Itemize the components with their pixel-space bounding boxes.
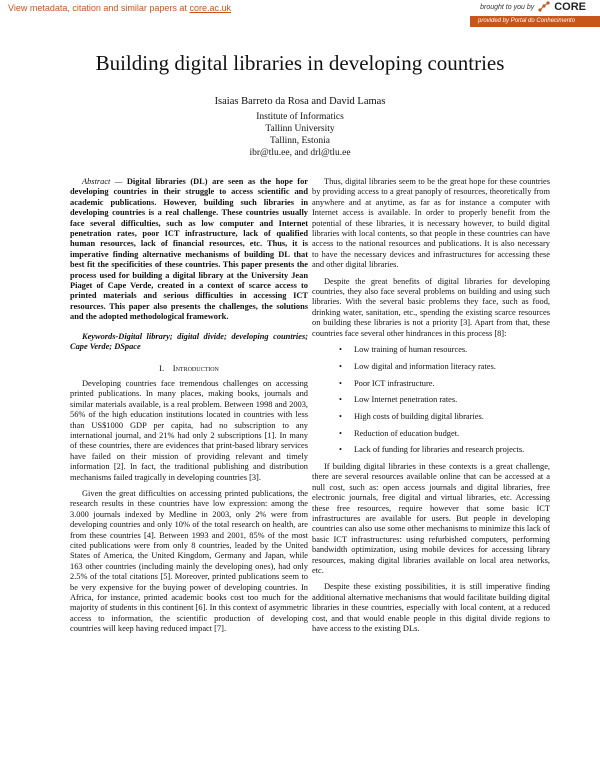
list-item: • Low training of human resources. (339, 345, 468, 355)
paper-title: Building digital libraries in developing countries (95, 51, 505, 75)
author-emails: ibr@tlu.ee, and drl@tlu.ee (249, 148, 351, 158)
body-paragraph: If building digital libraries in these contexts is a great challenge, there are several resources available online that can be accessed at a null cost, such as: open access journals and digital libraries, free electronic journals, free digital and virtual libraries, etc. Accessing these free resources, require however that some basic ICT infrastructures are available for users. But people in developing countries can also use some other mechanisms to minimize this lack of basic ICT infrastructures: using refurbished computers, performing bandwidth optimization, using mobile devices for accessing library resources, making digital libraries available on local area networks, etc. (312, 462, 550, 576)
bullet-icon: • (339, 395, 342, 405)
author-block (0, 96, 600, 159)
affiliation-line: Tallinn University (265, 124, 335, 134)
provided-by-bar[interactable]: provided by Portal do Conhecimento (470, 16, 600, 27)
list-item: • High costs of building digital libraries. (339, 411, 484, 421)
core-metadata-link[interactable]: View metadata, citation and similar papers at core.ac.uk (8, 3, 231, 13)
bullet-icon: • (339, 378, 342, 388)
bullet-icon: • (339, 361, 342, 371)
core-ac-uk-link[interactable]: core.ac.uk (189, 3, 231, 13)
bullet-icon: • (339, 445, 342, 455)
keywords: Keywords-Digital library; digital divide; developing countries; Cape Verde; DSpace (70, 331, 308, 352)
bullet-icon: • (339, 345, 342, 355)
right-column (312, 177, 550, 641)
body-paragraph: Despite the great benefits of digital libraries for developing countries, they also face several problems on building and using such libraries. With the several basic problems they face, such as food, drinking water, sanitation, etc., spending the existing scarce resources on building these libraries is not a priority [3]. Apart from that, these countries face several other hindrances in this process [8]: (312, 276, 550, 338)
core-banner (0, 0, 600, 28)
body-paragraph: Despite these existing possibilities, it is still imperative finding additional alternative mechanisms that would facilitate building digital libraries in these countries, especially with local content, at a reduced cost, and that would enable people in this digital divide regions to have access to the existing DLs. (312, 582, 550, 634)
body-paragraph: Developing countries face tremendous challenges on accessing printed publications. In many places, making books, journals and similar materials available, is a real problem. Between 1998 and 2003, 56% of the high education institutions located in countries with less than US$1000 GDP per capita, had no subscription to any international journal, and 21% had only 2 subscriptions [1]. In many of these countries, there are evidences that print-based library services have failed on their mission of providing relevant and timely information [2]. In fact, the traditional publishing and distribution mechanisms failed tragically in developing countries [3]. (70, 378, 308, 482)
brought-by-core[interactable]: brought to you by CORE (480, 1, 586, 13)
abstract: Abstract — Digital libraries (DL) are seen as the hope for developing countries in their struggle to access scientific and academic publications. However, building such libraries in developing countries is a real challenge. These countries usually face several difficulties, such as low computer and Internet penetration rates, poor ICT infrastructure, lack of qualified human resources, lack of financial resources, etc. Thus, it is imperative finding alternative mechanisms of building DL that best fit the specificities of these countries. This paper presents the process used for building a digital library at the University Jean Piaget of Cape Verde, created in a context of scarce access to printed materials and serious difficulties in accessing ICT resources. This paper also presents the challenges, the solutions and the adopted methodological framework. (70, 177, 309, 322)
body-paragraph: Given the great difficulties on accessing printed publications, the research results in these countries have low expression: among the 3.000 journals indexed by Medline in 2003, only 2% were from developing countries and only 10% of the total research on health, are from these countries [4]. Between 1993 and 2001, 85% of the most cited publications were from only 8 countries, leaded by the United States of America, the United Kingdom, Germany and Japan, while 163 other countries (including mainly the developing ones), had only 2.5% of the total citations [5]. Moreover, printed publications seem to be very expensive for the buying power of developing countries. In Africa, for instance, printed academic books cost too much for the majority of students in this continent [6]. In this context of asymmetric access to information, the scientific production of developing countries will keep having reduced impact [7]. (70, 488, 308, 634)
list-item: • Reduction of education budget. (339, 428, 460, 438)
section-heading: I. Introduction (159, 362, 219, 373)
list-item: • Poor ICT infrastructure. (339, 378, 435, 388)
bullet-icon: • (339, 428, 342, 438)
list-item: • Low digital and information literacy rates. (339, 361, 496, 371)
author-names: Isaias Barreto da Rosa and David Lamas (214, 96, 386, 107)
core-logo-icon (537, 1, 551, 13)
hindrance-list (312, 345, 550, 456)
list-item: • Low Internet penetration rates. (339, 395, 458, 405)
left-column (70, 177, 308, 641)
affiliation-line: Tallinn, Estonia (269, 136, 331, 146)
list-item: • Lack of funding for libraries and research projects. (339, 445, 525, 455)
bullet-icon: • (339, 411, 342, 421)
affiliation-line: Institute of Informatics (256, 112, 344, 122)
body-paragraph: Thus, digital libraries seem to be the great hope for these countries by providing access to a great panoply of resources, theoretically from anywhere and at anytime, as far as for instance a computer with Internet access is available. In order to properly benefit from the potential of these libraries, it is necessary however, to build digital libraries with local contents, so that people in these countries can have access to the national resources and publications. It is also necessary to have the necessary devices and infrastructures for accessing these and other digital libraries. (312, 177, 550, 270)
